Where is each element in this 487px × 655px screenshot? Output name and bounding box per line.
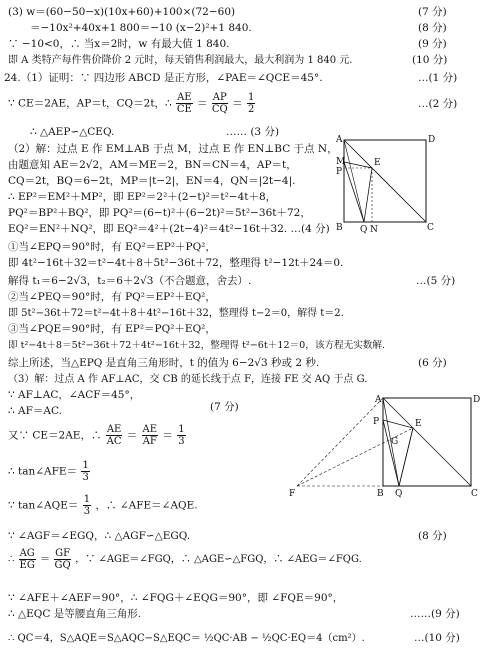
label-A: A [375, 395, 382, 405]
label-E: E [415, 419, 422, 429]
label-C: C [427, 223, 434, 233]
label-P: P [373, 417, 380, 427]
fraction: $\frac{GF}{GQ}$ [54, 548, 71, 571]
text-line: ∵ tan∠AQE＝ $\frac{1}{3}$ ，∴ ∠AFE＝∠AQE. [8, 494, 198, 517]
label-M: M [336, 157, 346, 167]
text-line: （2）解：过点 E 作 EM⊥AB 于点 M，过点 E 作 EN⊥BC 于点 N， [8, 143, 338, 155]
fraction: $\frac{AE}{AC}$ [106, 424, 122, 447]
fraction: $\frac{AE}{AF}$ [142, 424, 158, 447]
label-G: G [391, 437, 399, 447]
label-N: N [370, 225, 378, 235]
text-line: ∵ CE＝2AE，AP＝t，CQ＝2t，∴ $\frac{AE}{CE}$ ＝ $\frac{AP}{CQ}$ ＝ $\frac{1}{2}$ [8, 92, 255, 115]
score-label: (7 分) [210, 401, 239, 413]
text-line: ∵ −10<0，∴ 当x＝2时，w 有最大值 1 840. [8, 38, 230, 50]
fraction: $\frac{1}{3}$ [178, 424, 185, 447]
figure-square-2 [287, 392, 487, 512]
label-B: B [336, 223, 343, 233]
label-C: C [471, 489, 478, 499]
label-Q: Q [360, 225, 368, 235]
score-label: ……(9 分) [410, 608, 460, 620]
text-line: ∵ ∠AFE＋∠AEF＝90°，∴ ∠FQG＋∠EQG＝90°，即 ∠FQE＝90°， [8, 592, 344, 604]
text-line: 24.（1）证明：∵ 四边形 ABCD 是正方形，∠PAE＝∠QCE＝45°. [4, 72, 323, 84]
text-line: 解得 t₁＝6−2√3，t₂＝6＋2√3（不合题意，舍去）. [8, 275, 252, 287]
score-label: …… (3 分) [226, 126, 280, 138]
score-label: (7 分) [418, 6, 447, 18]
score-label: (9 分) [418, 38, 447, 50]
text-line: ③当∠PQE＝90°时，有 EP²＝PQ²＋EQ²， [8, 323, 216, 335]
text-line: 即 5t²−36t＋72＝t²−4t＋8＋4t²−16t＋32，整理得 t−2＝0，解得 t＝2. [8, 308, 344, 319]
score-label: (8 分) [418, 22, 447, 34]
text-line: 综上所述，当△EPQ 是直角三角形时，t 的值为 6−2√3 秒或 2 秒. [8, 357, 320, 369]
text-line: 由题意知 AE＝2√2，AM＝ME＝2，BN＝CN＝4，AP＝t， [8, 159, 297, 171]
fraction: $\frac{1}{3}$ [83, 494, 91, 517]
text-line: ②当∠PEQ＝90°时，有 PQ²＝EP²＋EQ²， [8, 291, 216, 303]
label-A: A [336, 135, 343, 145]
label-D: D [428, 135, 436, 145]
text-line: ∴ tan∠AFE＝ $\frac{1}{3}$ [8, 460, 89, 483]
text-line: 即 4t²−16t＋32＝t²−4t＋8＋5t²−36t＋72，整理得 t²−12t＋24＝0. [8, 257, 344, 269]
text-line: （3）解：过点 A 作 AF⊥AC，交 CB 的延长线于点 F，连接 FE 交 AQ 于点 G. [8, 374, 368, 385]
text-line: ＝−10x²+40x+1 800＝−10 (x−2)²+1 840. [30, 22, 252, 34]
label-F: F [289, 489, 296, 499]
text-line: (3) w＝(60−50−x)(10x+60)+100×(72−60) [8, 6, 236, 18]
text-line: ∵ ∠AGF＝∠EGQ，∴ △AGF∽△EGQ. [8, 530, 191, 542]
score-label: …(5 分) [416, 275, 456, 287]
text-line: 即 t²−4t＋8＝5t²−36t＋72＋4t²−16t＋32，整理得 t²−6t＋12＝0，该方程无实数解. [8, 340, 386, 351]
text-line: ∴ $\frac{AG}{EG}$ ＝ $\frac{GF}{GQ}$ ，∵ ∠AGE＝∠FGQ，∴ △AGE∽△FGQ，∴ ∠AEG＝∠FQG. [8, 548, 362, 571]
figure-square-1 [334, 134, 434, 234]
fraction: $\frac{AE}{CE}$ [176, 92, 192, 115]
text-line: EQ²＝EN²＋NQ²，即 EQ²＝4²＋(2t−4)²＝4t²−16t＋32. …(4 分) [8, 223, 330, 235]
label-P: P [336, 167, 343, 177]
label-B: B [377, 489, 384, 499]
text-line: ∴ △AEP∽△CEQ. [30, 126, 115, 138]
fraction: $\frac{AP}{CQ}$ [211, 92, 228, 115]
label-D: D [473, 395, 481, 405]
text-line: CQ＝2t，BQ＝6−2t，MP＝|t−2|，EN＝4，QN＝|2t−4|. [8, 175, 296, 187]
score-label: …(1 分) [418, 72, 458, 84]
text-line: ∴ AF＝AC. [8, 405, 62, 417]
score-label: …(2 分) [418, 98, 458, 110]
text-line: 又∵ CE＝2AE，∴ $\frac{AE}{AC}$ ＝ $\frac{AE}{AF}$ ＝ $\frac{1}{3}$ [8, 424, 185, 447]
text-line: PQ²＝BP²＋BQ²，即 PQ²＝(6−t)²＋(6−2t)²＝5t²−36t＋72， [8, 207, 311, 219]
text-line: ∴ △EQC 是等腰直角三角形. [8, 608, 142, 620]
text-line: ∴ QC＝4，S△AQE＝S△AQC−S△EQC＝ ½QC·AB − ½QC·EQ＝4（cm²）. [8, 633, 365, 644]
fraction: $\frac{AG}{EG}$ [19, 548, 35, 571]
score-label: (8 分) [418, 530, 447, 542]
label-E: E [374, 158, 381, 168]
text-line: ∵ AF⊥AC，∠ACF＝45°， [8, 389, 141, 401]
text-line: 即 A 类特产每件售价降价 2 元时，每天销售利润最大，最大利润为 1 840 元. [8, 55, 353, 66]
score-label: (6 分) [418, 357, 447, 369]
score-label: (10 分) [412, 54, 448, 66]
score-label: …(10 分) [414, 632, 460, 644]
fraction: $\frac{1}{2}$ [247, 92, 255, 115]
fraction: $\frac{1}{3}$ [82, 460, 89, 483]
text-line: ①当∠EPQ＝90°时，有 EQ²＝EP²＋PQ²， [8, 241, 216, 253]
label-Q: Q [395, 489, 403, 499]
text-line: ∴ EP²＝EM²＋MP²，即 EP²＝2²＋(2−t)²＝t²−4t＋8， [8, 191, 277, 203]
